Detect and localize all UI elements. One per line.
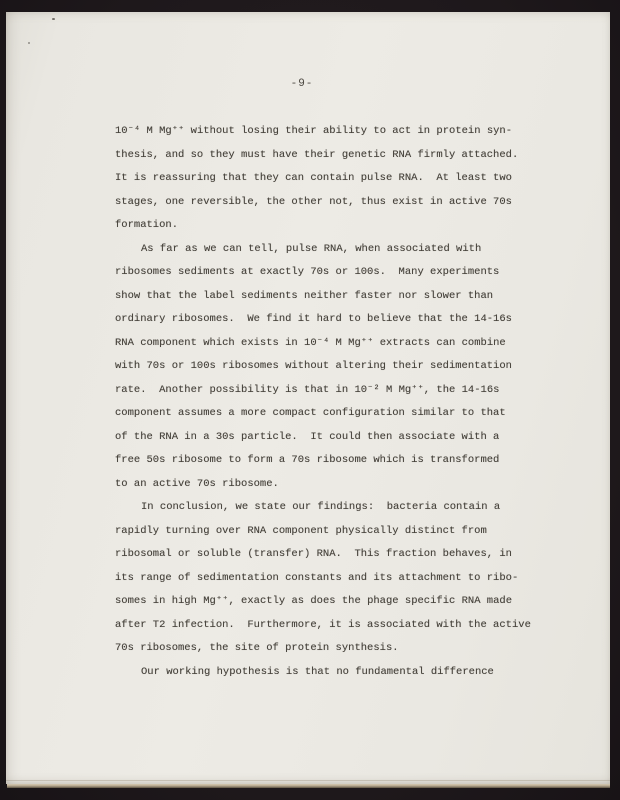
text-line: show that the label sediments neither faster nor slower than [115,289,494,302]
text-line: ribosomes sediments at exactly 70s or 100s. Many experiments [115,266,500,278]
text-line: 70s ribosomes, the site of protein synthesis. [115,642,399,654]
text-line: As far as we can tell, pulse RNA, when associated with [141,242,482,255]
text-line: ribosomal or soluble (transfer) RNA. This fraction behaves, in [115,548,512,560]
text-line: It is reassuring that they can contain pulse RNA. At least two [115,172,512,184]
text-line: to an active 70s ribosome. [115,477,279,490]
text-line: component assumes a more compact configuration similar to that [115,407,506,419]
text-line: rapidly turning over RNA component physically distinct from [115,524,487,537]
paper-speck [28,42,30,44]
document-page [6,12,610,784]
text-line: stages, one reversible, the other not, thus exist in active 70s [115,195,512,208]
page-number: -9- [290,78,314,90]
text-line: free 50s ribosome to form a 70s ribosome which is transformed [115,454,500,466]
text-line: thesis, and so they must have their genetic RNA firmly attached. [115,148,519,161]
text-line: after T2 infection. Furthermore, it is associated with the active [115,618,531,631]
text-line: formation. [115,219,179,231]
text-line: Our working hypothesis is that no fundamental difference [141,665,494,678]
text-line: its range of sedimentation constants and its attachment to ribo- [115,571,519,584]
text-line: 10⁻⁴ M Mg⁺⁺ without losing their ability to act in protein syn- [115,125,513,137]
text-line: with 70s or 100s ribosomes without altering their sedimentation [115,360,512,372]
sheet-edge [6,780,610,781]
paper-speck [52,18,55,20]
document-body [115,120,555,684]
text-line: ordinary ribosomes. We find it hard to believe that the 14-16s [115,313,512,325]
text-line: of the RNA in a 30s particle. It could then associate with a [115,430,500,443]
text-line: somes in high Mg⁺⁺, exactly as does the phage specific RNA made [115,595,513,607]
text-line: In conclusion, we state our findings: bacteria contain a [141,501,501,513]
text-line: rate. Another possibility is that in 10⁻² M Mg⁺⁺, the 14-16s [115,383,500,396]
text-line: RNA component which exists in 10⁻⁴ M Mg⁺⁺ extracts can combine [115,336,506,349]
